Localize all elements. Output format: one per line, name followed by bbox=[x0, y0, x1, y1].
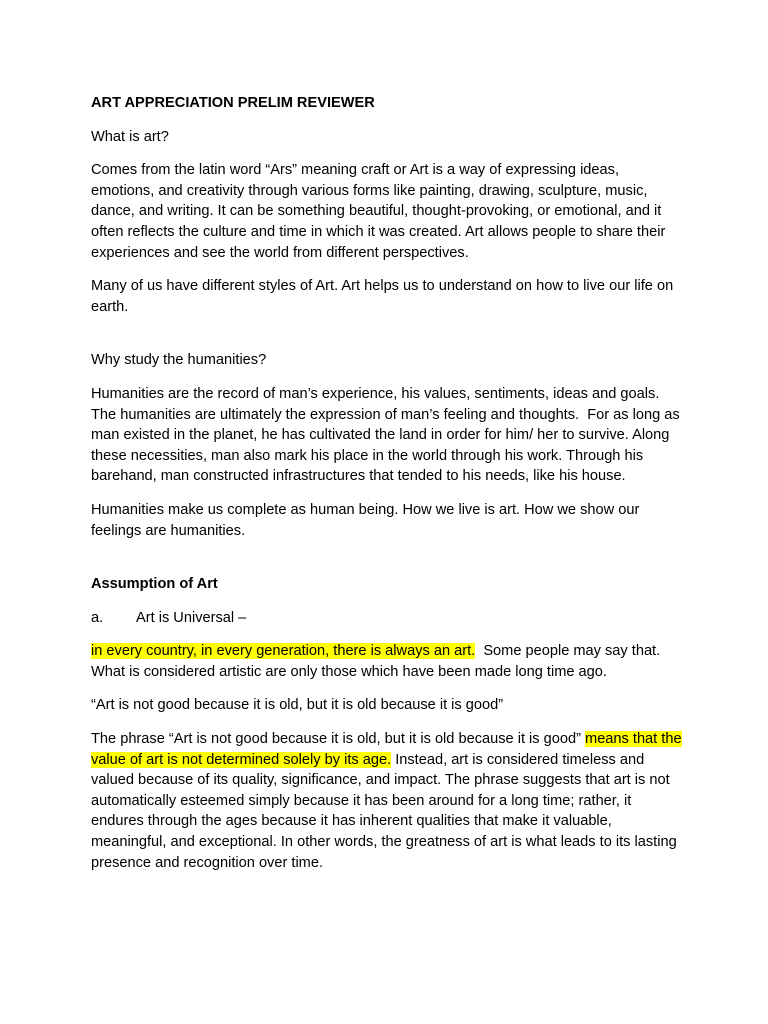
paragraph-art-styles: Many of us have different styles of Art. Art helps us to understand on how to live our life on earth. bbox=[91, 278, 674, 315]
paragraph-art-definition: Comes from the latin word “Ars” meaning craft or Art is a way of expressing ideas, emotions, and creativity through various forms like painting, drawing, sculpture, music, dance, and writing. It can be something beautiful, thought-provoking, or emotional, and it often reflects the culture and time in which it was created. Art allows people to share their experiences and see the world from different perspectives. bbox=[91, 162, 666, 261]
list-marker: a. bbox=[91, 609, 104, 626]
list-item-art-universal bbox=[91, 608, 683, 629]
paragraph-text-rest: Instead, art is considered timeless and valued because of its quality, significance, and impact. The phrase suggests that art is not automatically esteemed simply because it has been around for a long time; rather, it endures through the ages because it has inherent qualities that make it valuable, meaningful, and exceptional. In other words, the greatness of art is what leads to its lasting presence and recognition over time. bbox=[91, 751, 677, 871]
quote-art-old-good: “Art is not good because it is old, but it is old because it is good” bbox=[91, 697, 504, 714]
paragraph-humanities-record: Humanities are the record of man’s experience, his values, sentiments, ideas and goals. The humanities are ultimately the expression of man’s feeling and thoughts. For as long as man existed in the planet, he has cultivated the land in order for him/ her to survive. Along these necessities, man also mark his place in the world through his work. Through his barehand, man constructed infrastructures that tended to his needs, like his house. bbox=[91, 385, 680, 485]
list-item-text: Art is Universal – bbox=[136, 609, 247, 626]
paragraph-text-start: The phrase “Art is not good because it is old, but it is old because it is good” bbox=[91, 731, 586, 748]
question-why-humanities: Why study the humanities? bbox=[91, 352, 267, 369]
heading-assumption-of-art: Assumption of Art bbox=[91, 576, 218, 593]
paragraph-phrase-meaning bbox=[91, 729, 683, 873]
document-body bbox=[91, 93, 683, 886]
paragraph-text: Some people may say that. What is considered artistic are only those which have been made long time ago. bbox=[91, 643, 661, 680]
question-what-is-art: What is art? bbox=[91, 128, 169, 145]
highlighted-text: in every country, in every generation, there is always an art. bbox=[91, 643, 476, 660]
highlighted-text: means that the value of art is not determined solely by its age. bbox=[91, 731, 682, 768]
document-title: ART APPRECIATION PRELIM REVIEWER bbox=[91, 95, 375, 111]
paragraph-every-country bbox=[91, 641, 683, 682]
paragraph-humanities-complete: Humanities make us complete as human being. How we live is art. How we show our feelings are humanities. bbox=[91, 501, 640, 539]
